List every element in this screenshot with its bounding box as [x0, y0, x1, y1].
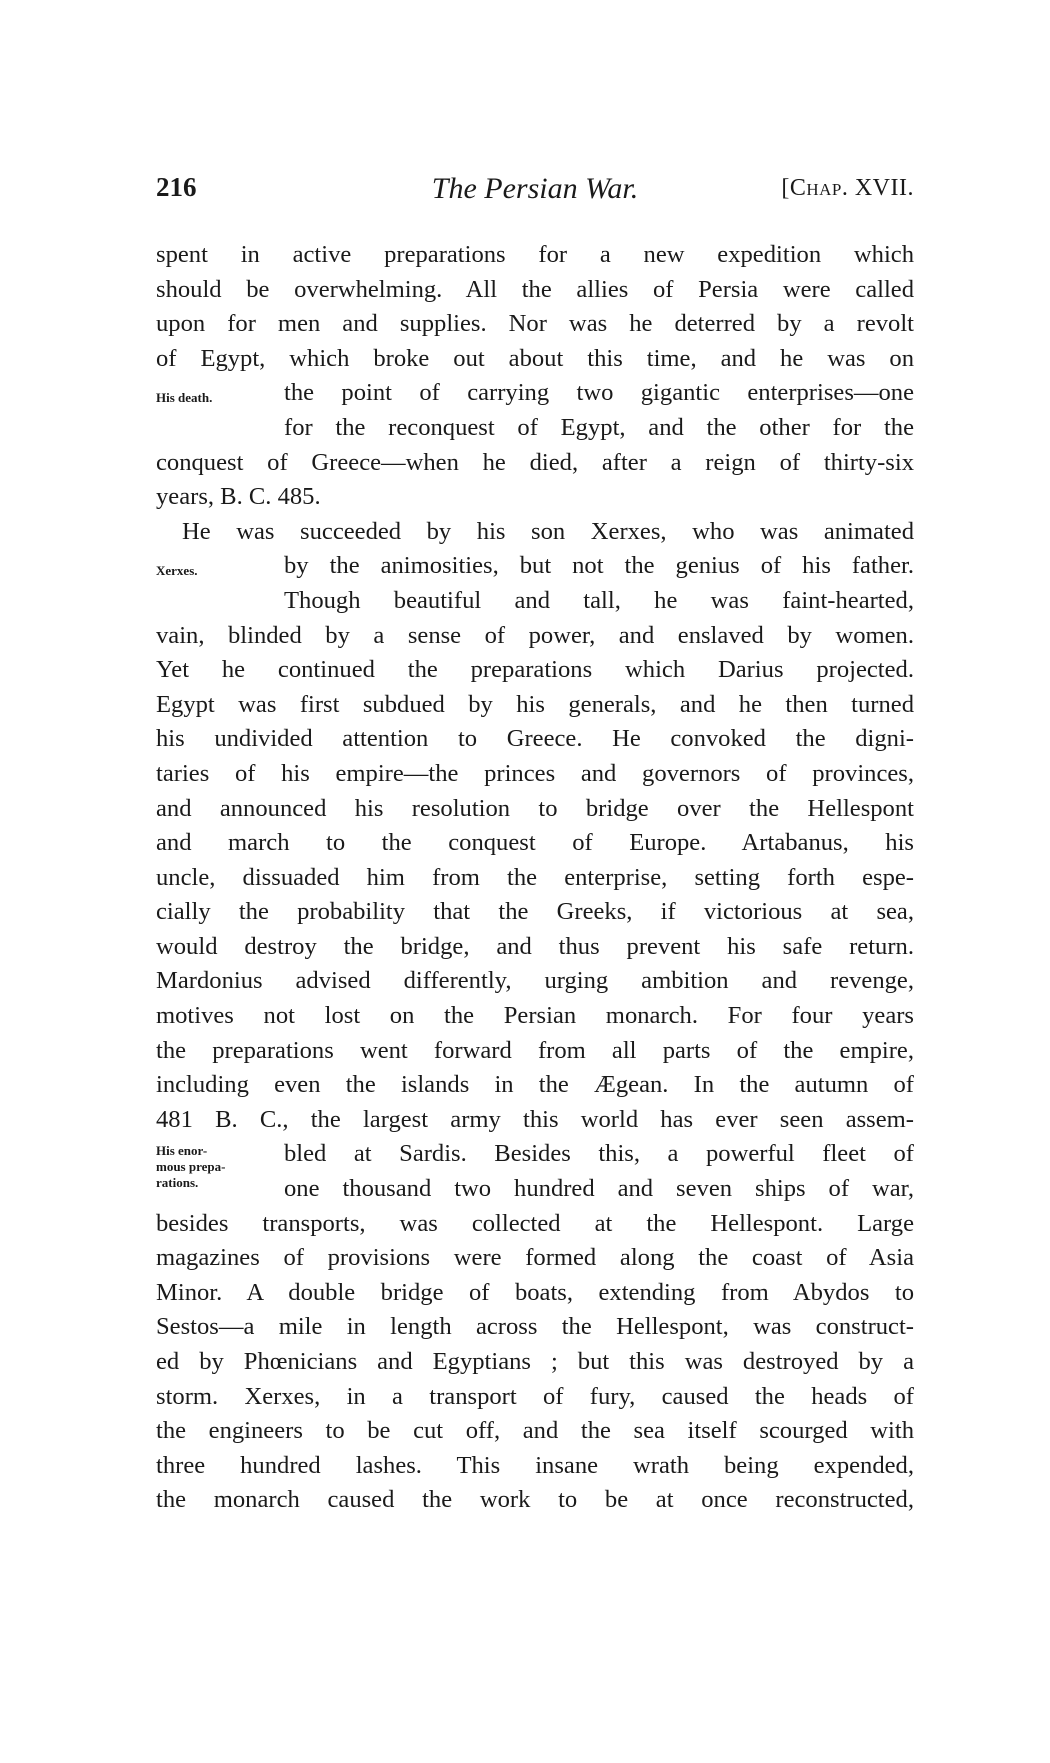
sidenote-preparations-2: mous prepa- — [156, 1159, 226, 1175]
text-line: including even the islands in the Ægean. In the autumn of — [156, 1071, 914, 1099]
text-line: uncle, dissuaded him from the enterprise, setting forth espe- — [156, 863, 914, 891]
text-line: bled at Sardis. Besides this, a powerful fleet of — [284, 1140, 914, 1168]
text-line: taries of his empire—the princes and governors of provinces, — [156, 759, 914, 787]
text-line: for the reconquest of Egypt, and the other for the — [284, 413, 914, 441]
text-line: conquest of Greece—when he died, after a reign of thirty-six — [156, 448, 914, 476]
text-line: upon for men and supplies. Nor was he deterred by a revolt — [156, 310, 914, 338]
sidenote-preparations-3: rations. — [156, 1175, 199, 1191]
text-line: and march to the conquest of Europe. Artabanus, his — [156, 829, 914, 857]
text-line: of Egypt, which broke out about this time, and he was on — [156, 344, 914, 372]
text-line: storm. Xerxes, in a transport of fury, caused the heads of — [156, 1382, 914, 1410]
sidenote-block-death — [156, 376, 914, 445]
text-line: Minor. A double bridge of boats, extending from Abydos to — [156, 1278, 914, 1306]
text-line: spent in active preparations for a new expedition which — [156, 241, 914, 268]
text-line: and announced his resolution to bridge over the Hellespont — [156, 794, 914, 822]
text-line: the preparations went forward from all parts of the empire, — [156, 1036, 914, 1064]
sidenote-preparations-1: His enor- — [156, 1143, 208, 1159]
text-line: magazines of provisions were formed along the coast of Asia — [156, 1244, 914, 1272]
text-line: Though beautiful and tall, he was faint-hearted, — [284, 586, 914, 614]
sidenote-block-xerxes — [156, 549, 914, 618]
running-title: The Persian War. — [431, 172, 639, 205]
text-line: Mardonius advised differently, urging ambition and revenge, — [156, 967, 914, 995]
sidenote-block-preparations — [156, 1137, 914, 1206]
text-line: his undivided attention to Greece. He convoked the digni- — [156, 725, 914, 753]
text-line: the point of carrying two gigantic enterprises—one — [284, 379, 914, 407]
body-text — [156, 238, 914, 1518]
text-line: one thousand two hundred and seven ships of war, — [284, 1175, 914, 1203]
text-line: Yet he continued the preparations which Darius projected. — [156, 656, 914, 684]
text-line: three hundred lashes. This insane wrath being expended, — [156, 1451, 914, 1479]
text-line: by the animosities, but not the genius of his father. — [284, 552, 914, 580]
chapter-reference: [Chap. XVII. — [781, 175, 914, 201]
text-line: should be overwhelming. All the allies of Persia were called — [156, 275, 914, 303]
page-header — [156, 172, 914, 212]
sidenote-xerxes: Xerxes. — [156, 563, 198, 579]
text-line: the monarch caused the work to be at once reconstructed, — [156, 1486, 914, 1514]
text-line: Egypt was first subdued by his generals, and he then turned — [156, 690, 914, 718]
sidenote-his-death: His death. — [156, 390, 213, 406]
page-number: 216 — [156, 172, 197, 202]
text-line: Sestos—a mile in length across the Hellespont, was construct- — [156, 1313, 914, 1341]
text-line: 481 B. C., the largest army this world has ever seen assem- — [156, 1105, 914, 1133]
text-line: would destroy the bridge, and thus prevent his safe return. — [156, 932, 914, 960]
text-line: ed by Phœnicians and Egyptians ; but this was destroyed by a — [156, 1348, 914, 1375]
text-line: the engineers to be cut off, and the sea itself scourged with — [156, 1417, 914, 1445]
text-line: He was succeeded by his son Xerxes, who was animated — [182, 517, 914, 545]
text-line: years, B. C. 485. — [156, 483, 321, 511]
text-line: motives not lost on the Persian monarch. For four years — [156, 1002, 914, 1030]
text-line: vain, blinded by a sense of power, and enslaved by women. — [156, 621, 914, 649]
text-line: cially the probability that the Greeks, if victorious at sea, — [156, 898, 914, 926]
text-line: besides transports, was collected at the Hellespont. Large — [156, 1209, 914, 1237]
